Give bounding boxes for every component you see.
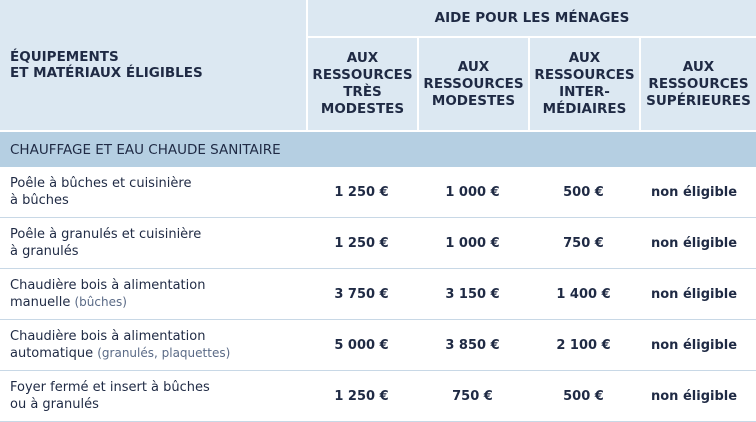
value-intermediate: 2 100 € (528, 320, 639, 371)
table-row (0, 269, 756, 320)
label-line2: manuelle (10, 295, 71, 310)
column-header-modest (417, 38, 528, 130)
value-superior: non éligible (639, 371, 756, 422)
value-intermediate: 1 400 € (528, 269, 639, 320)
header-line: RESSOURCES (534, 67, 635, 83)
header-line: TRÈS (343, 84, 382, 100)
column-header-superior (639, 38, 756, 130)
label-line1: Foyer fermé et insert à bûches (10, 380, 210, 395)
value-intermediate: 500 € (528, 167, 639, 218)
value-very-modest: 3 750 € (306, 269, 417, 320)
column-header-intermediate (528, 38, 639, 130)
value-very-modest: 1 250 € (306, 218, 417, 269)
header-line: RESSOURCES (423, 75, 524, 92)
header-line: AUX (568, 50, 601, 66)
header-line: MÉDIAIRES (542, 101, 627, 117)
header-line: AUX (682, 58, 715, 75)
table-row (0, 167, 756, 218)
value-intermediate: 750 € (528, 218, 639, 269)
section-row (0, 130, 756, 167)
label-note: (bûches) (74, 295, 127, 309)
header-line: INTER- (559, 84, 610, 100)
equipment-label (0, 320, 306, 371)
column-header-very-modest (306, 38, 417, 130)
value-modest: 750 € (417, 371, 528, 422)
value-modest: 1 000 € (417, 218, 528, 269)
value-superior: non éligible (639, 167, 756, 218)
value-very-modest: 5 000 € (306, 320, 417, 371)
equipment-label (0, 167, 306, 218)
equipment-column-header (0, 0, 306, 130)
label-line2: à bûches (10, 193, 69, 208)
label-line1: Chaudière bois à alimentation (10, 278, 206, 293)
equipment-label (0, 269, 306, 320)
table-row (0, 320, 756, 371)
value-modest: 1 000 € (417, 167, 528, 218)
label-line2: ou à granulés (10, 397, 99, 412)
label-line1: Poêle à bûches et cuisinière (10, 176, 192, 191)
header-line: RESSOURCES (648, 75, 749, 92)
value-superior: non éligible (639, 218, 756, 269)
section-title: CHAUFFAGE ET EAU CHAUDE SANITAIRE (0, 130, 756, 167)
equipment-header-line1: ÉQUIPEMENTS (10, 49, 119, 65)
equipment-header-line2: ET MATÉRIAUX ÉLIGIBLES (10, 65, 203, 81)
value-superior: non éligible (639, 320, 756, 371)
label-line2: automatique (10, 346, 94, 361)
header-line: SUPÉRIEURES (646, 92, 751, 109)
header-line: MODESTES (320, 101, 405, 117)
table-row (0, 218, 756, 269)
header-line: MODESTES (431, 92, 516, 109)
value-modest: 3 850 € (417, 320, 528, 371)
household-aid-group-header: AIDE POUR LES MÉNAGES (306, 0, 756, 38)
table-row (0, 371, 756, 422)
header-line: AUX (457, 58, 490, 75)
header-line: AUX (346, 50, 379, 66)
value-superior: non éligible (639, 269, 756, 320)
value-very-modest: 1 250 € (306, 371, 417, 422)
equipment-label (0, 218, 306, 269)
value-modest: 3 150 € (417, 269, 528, 320)
value-very-modest: 1 250 € (306, 167, 417, 218)
label-line1: Chaudière bois à alimentation (10, 329, 206, 344)
label-line1: Poêle à granulés et cuisinière (10, 227, 202, 242)
header-line: RESSOURCES (312, 67, 413, 83)
equipment-label (0, 371, 306, 422)
label-line2: à granulés (10, 244, 79, 259)
label-note: (granulés, plaquettes) (97, 346, 231, 360)
value-intermediate: 500 € (528, 371, 639, 422)
